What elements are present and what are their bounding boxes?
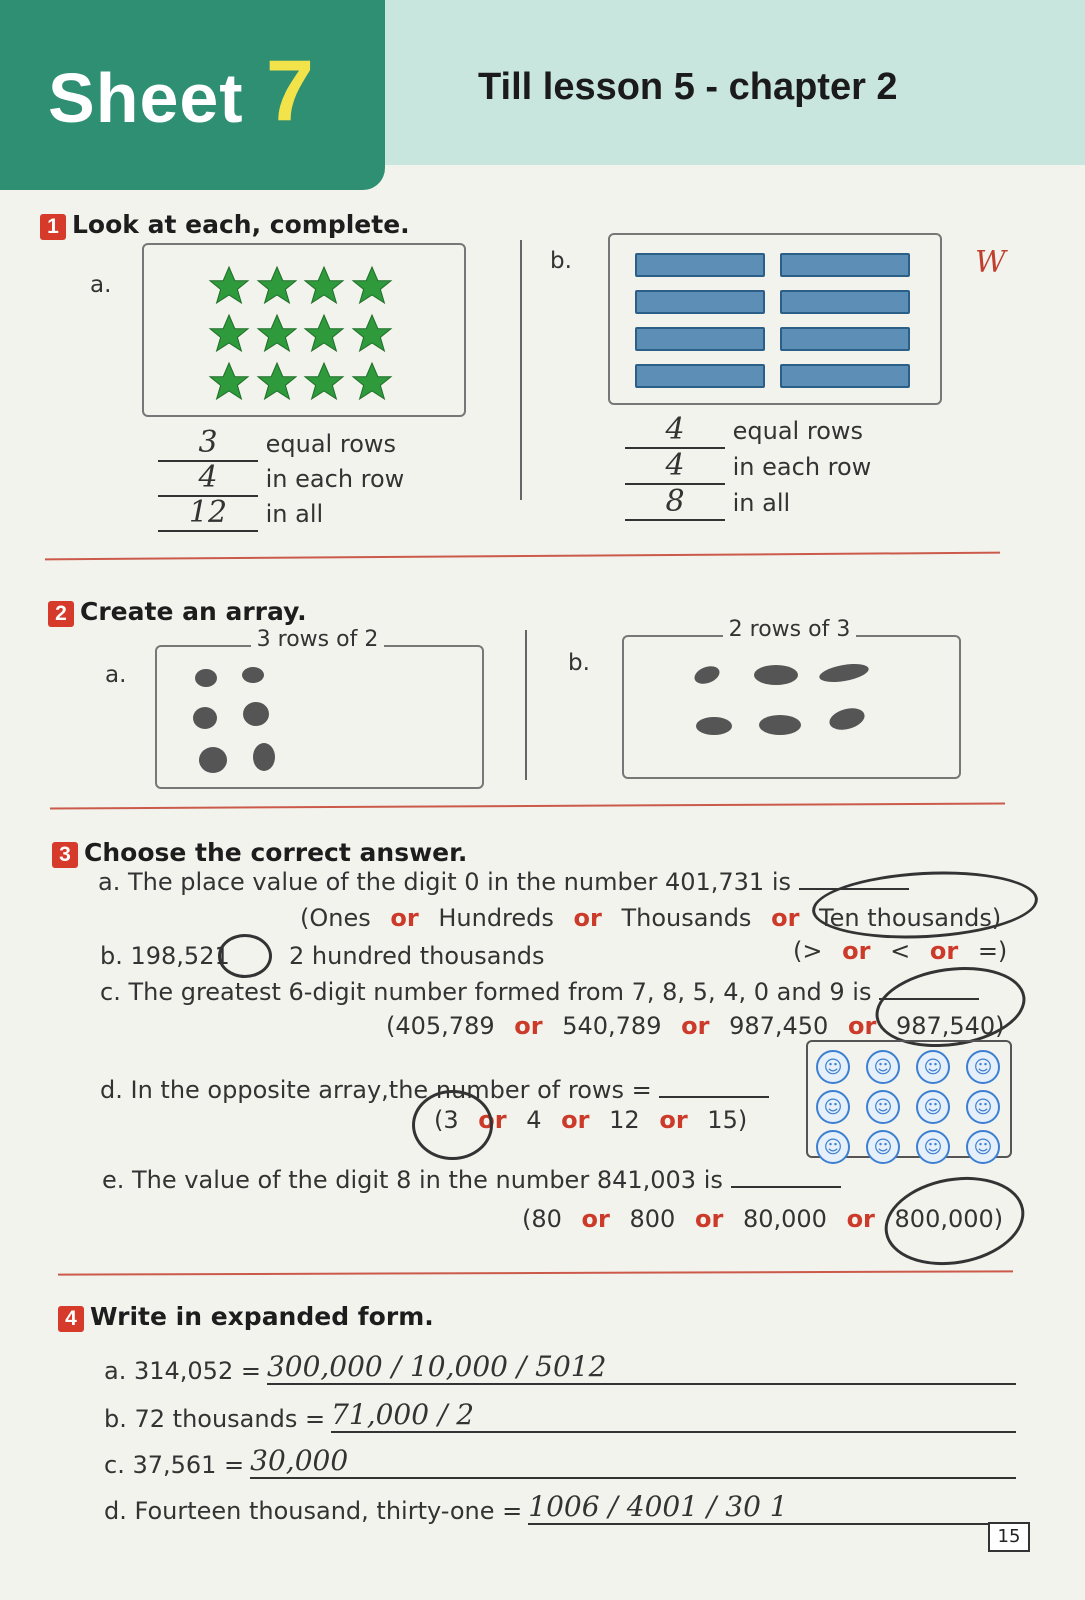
smiley-icon: ☺ bbox=[866, 1050, 900, 1084]
q3e-option-800[interactable]: 800 bbox=[629, 1205, 676, 1233]
or-word: or bbox=[681, 1012, 710, 1040]
q1b-answer-rows[interactable]: 4 bbox=[625, 412, 725, 449]
q4c-row bbox=[104, 1444, 1016, 1479]
star-icon bbox=[258, 315, 296, 351]
star-icon bbox=[305, 315, 343, 351]
q3c-question bbox=[100, 978, 979, 1006]
answer-circle bbox=[412, 1090, 493, 1160]
q3b-question bbox=[100, 942, 544, 970]
q2b-caption: 2 rows of 3 bbox=[723, 617, 857, 642]
star-icon bbox=[305, 267, 343, 303]
q3b-left: b. 198,521 bbox=[100, 942, 230, 970]
smiley-grid bbox=[816, 1050, 1016, 1164]
section-divider bbox=[50, 802, 1005, 809]
ruler-bar bbox=[635, 327, 765, 351]
star-icon bbox=[210, 267, 248, 303]
smiley-icon: ☺ bbox=[916, 1090, 950, 1124]
q3e-blank[interactable] bbox=[731, 1186, 841, 1188]
or-word: or bbox=[478, 1106, 507, 1134]
q4c-answer[interactable]: 30,000 bbox=[250, 1444, 1016, 1479]
q4b-answer[interactable]: 71,000 / 2 bbox=[331, 1398, 1016, 1433]
drawn-dot bbox=[242, 667, 264, 683]
q3b-option-gt[interactable]: (> bbox=[793, 937, 823, 965]
drawn-dot bbox=[195, 669, 217, 687]
q1-divider bbox=[520, 240, 522, 500]
q1a-row-1 bbox=[158, 425, 396, 462]
q1b-text-each: in each row bbox=[732, 453, 872, 481]
smiley-icon: ☺ bbox=[866, 1090, 900, 1124]
q2-divider bbox=[525, 630, 527, 780]
drawn-dot bbox=[199, 747, 227, 773]
star-array bbox=[144, 245, 464, 415]
q1-title: Look at each, complete. bbox=[72, 210, 410, 239]
drawn-dot bbox=[253, 743, 275, 771]
q4c-prompt: c. 37,561 = bbox=[104, 1451, 245, 1479]
q3a-option-ones[interactable]: (Ones bbox=[300, 904, 371, 932]
q1b-answer-all[interactable]: 8 bbox=[625, 484, 725, 521]
or-word: or bbox=[573, 904, 602, 932]
ruler-bar bbox=[780, 290, 910, 314]
smiley-icon: ☺ bbox=[966, 1090, 1000, 1124]
star-icon bbox=[258, 363, 296, 399]
or-word: or bbox=[514, 1012, 543, 1040]
q3e-option-80000[interactable]: 80,000 bbox=[742, 1205, 827, 1233]
q2a-array-box bbox=[155, 645, 484, 789]
q3-number: 3 bbox=[52, 842, 78, 868]
star-icon bbox=[258, 267, 296, 303]
q2-number: 2 bbox=[48, 601, 74, 627]
or-word: or bbox=[659, 1106, 688, 1134]
or-word: or bbox=[846, 1205, 875, 1233]
smiley-icon: ☺ bbox=[816, 1050, 850, 1084]
q1b-row-2 bbox=[625, 448, 871, 485]
q4d-answer[interactable]: 1006 / 4001 / 30 1 bbox=[528, 1490, 1016, 1525]
q4a-answer[interactable]: 300,000 / 10,000 / 5012 bbox=[267, 1350, 1016, 1385]
ruler-bar bbox=[780, 253, 910, 277]
lesson-subtitle: Till lesson 5 - chapter 2 bbox=[478, 66, 898, 108]
q2b-label: b. bbox=[568, 650, 590, 676]
smiley-icon: ☺ bbox=[916, 1050, 950, 1084]
q4a-row bbox=[104, 1350, 1016, 1385]
q4b-row bbox=[104, 1398, 1016, 1433]
q2-title: Create an array. bbox=[80, 597, 307, 626]
q1a-answer-rows[interactable]: 3 bbox=[158, 425, 258, 462]
star-icon bbox=[210, 363, 248, 399]
drawn-dot bbox=[754, 665, 798, 685]
or-word: or bbox=[929, 937, 959, 965]
teacher-mark: W bbox=[975, 245, 1006, 280]
q4-title: Write in expanded form. bbox=[90, 1302, 434, 1331]
q1-number: 1 bbox=[40, 214, 66, 240]
q1b-answer-each[interactable]: 4 bbox=[625, 448, 725, 485]
sheet-number: 7 bbox=[266, 43, 314, 139]
smiley-icon: ☺ bbox=[866, 1130, 900, 1164]
ruler-bar bbox=[635, 364, 765, 388]
ruler-bar bbox=[635, 253, 765, 277]
or-word: or bbox=[771, 904, 800, 932]
or-word: or bbox=[561, 1106, 590, 1134]
smiley-array-box bbox=[806, 1040, 1012, 1158]
q2a-caption-row bbox=[155, 627, 480, 652]
drawn-dot bbox=[193, 707, 217, 729]
drawn-dot bbox=[692, 663, 722, 687]
q3-title: Choose the correct answer. bbox=[84, 838, 468, 867]
q3e-text: e. The value of the digit 8 in the number 841,003 is bbox=[102, 1166, 723, 1194]
q3-heading bbox=[52, 838, 467, 868]
smiley-icon: ☺ bbox=[816, 1130, 850, 1164]
smiley-icon: ☺ bbox=[916, 1130, 950, 1164]
or-word: or bbox=[694, 1205, 724, 1233]
drawn-dot bbox=[759, 715, 801, 735]
q1a-text-rows: equal rows bbox=[265, 430, 397, 458]
star-icon bbox=[305, 363, 343, 399]
q4d-prompt: d. Fourteen thousand, thirty-one = bbox=[104, 1497, 523, 1525]
q4-number: 4 bbox=[58, 1306, 84, 1332]
q1b-row-1 bbox=[625, 412, 863, 449]
q3d-option-3[interactable]: (3 bbox=[434, 1106, 459, 1134]
q3d-option-4[interactable]: 4 bbox=[526, 1106, 542, 1134]
q4b-prompt: b. 72 thousands = bbox=[104, 1405, 326, 1433]
q2a-label: a. bbox=[105, 662, 127, 688]
q2b-array-box bbox=[622, 635, 961, 779]
answer-circle bbox=[878, 1166, 1032, 1275]
ruler-bar bbox=[780, 364, 910, 388]
ruler-bar bbox=[635, 290, 765, 314]
q1b-bar-box bbox=[608, 233, 942, 405]
section-divider bbox=[58, 1270, 1013, 1275]
q3c-text: c. The greatest 6-digit number formed from 7, 8, 5, 4, 0 and 9 is bbox=[100, 978, 872, 1006]
q1a-label: a. bbox=[90, 272, 112, 298]
q3a-option-hundreds[interactable]: Hundreds bbox=[438, 904, 554, 932]
q3c-option-2[interactable]: 540,789 bbox=[562, 1012, 662, 1040]
q4a-prompt: a. 314,052 = bbox=[104, 1357, 261, 1385]
page-number: 15 bbox=[988, 1522, 1030, 1552]
q3e-question bbox=[102, 1166, 841, 1194]
q1a-text-all: in all bbox=[265, 500, 324, 528]
q3d-text: d. In the opposite array,the number of rows = bbox=[100, 1076, 652, 1104]
q3b-right: 2 hundred thousands bbox=[289, 942, 545, 970]
q4-heading bbox=[58, 1302, 434, 1332]
or-word: or bbox=[847, 1012, 877, 1040]
smiley-icon: ☺ bbox=[966, 1050, 1000, 1084]
drawn-dot bbox=[696, 717, 732, 735]
q3c-option-4[interactable]: 987,540) bbox=[895, 1012, 1005, 1040]
section-divider bbox=[45, 552, 1000, 561]
q2b-caption-row bbox=[622, 617, 957, 642]
q3d-blank[interactable] bbox=[659, 1096, 769, 1098]
sheet-title: Sheet bbox=[48, 59, 244, 137]
smiley-icon: ☺ bbox=[816, 1090, 850, 1124]
or-word: or bbox=[581, 1205, 610, 1233]
q3a-option-ten-thousands[interactable]: Ten thousands) bbox=[819, 904, 1002, 932]
q3b-option-eq[interactable]: =) bbox=[977, 937, 1008, 965]
answer-circle bbox=[218, 934, 272, 978]
q3e-option-80[interactable]: (80 bbox=[522, 1205, 562, 1233]
q1-heading bbox=[40, 210, 410, 240]
star-icon bbox=[353, 315, 391, 351]
q1a-answer-each[interactable]: 4 bbox=[158, 460, 258, 497]
q1a-answer-all[interactable]: 12 bbox=[158, 495, 258, 532]
drawn-dot bbox=[243, 702, 269, 726]
q3c-option-3[interactable]: 987,450 bbox=[729, 1012, 829, 1040]
star-icon bbox=[353, 363, 391, 399]
star-icon bbox=[353, 267, 391, 303]
q2a-caption: 3 rows of 2 bbox=[251, 627, 385, 652]
q3d-option-12[interactable]: 12 bbox=[609, 1106, 640, 1134]
q3b-options bbox=[793, 937, 1007, 965]
q1a-row-2 bbox=[158, 460, 404, 497]
q3d-option-15[interactable]: 15) bbox=[707, 1106, 748, 1134]
q1a-row-3 bbox=[158, 495, 323, 532]
q3a-text: a. The place value of the digit 0 in the number 401,731 is bbox=[98, 868, 791, 896]
q1b-row-3 bbox=[625, 484, 790, 521]
or-word: or bbox=[842, 937, 871, 965]
or-word: or bbox=[390, 904, 419, 932]
drawn-dot bbox=[827, 705, 867, 734]
smiley-icon: ☺ bbox=[966, 1130, 1000, 1164]
q3b-option-lt[interactable]: < bbox=[890, 937, 911, 965]
drawn-dot bbox=[818, 661, 870, 685]
star-icon bbox=[210, 315, 248, 351]
q3a-question bbox=[98, 868, 909, 896]
q1a-text-each: in each row bbox=[265, 465, 405, 493]
q2-heading bbox=[48, 597, 307, 627]
q3c-option-1[interactable]: (405,789 bbox=[386, 1012, 495, 1040]
q1b-text-all: in all bbox=[732, 489, 791, 517]
q4d-row bbox=[104, 1490, 1016, 1525]
q3e-option-800000[interactable]: 800,000) bbox=[894, 1205, 1004, 1233]
q1b-text-rows: equal rows bbox=[732, 417, 864, 445]
q3a-option-thousands[interactable]: Thousands bbox=[621, 904, 752, 932]
q1b-label: b. bbox=[550, 248, 572, 274]
q1a-star-box bbox=[142, 243, 466, 417]
ruler-bar bbox=[780, 327, 910, 351]
